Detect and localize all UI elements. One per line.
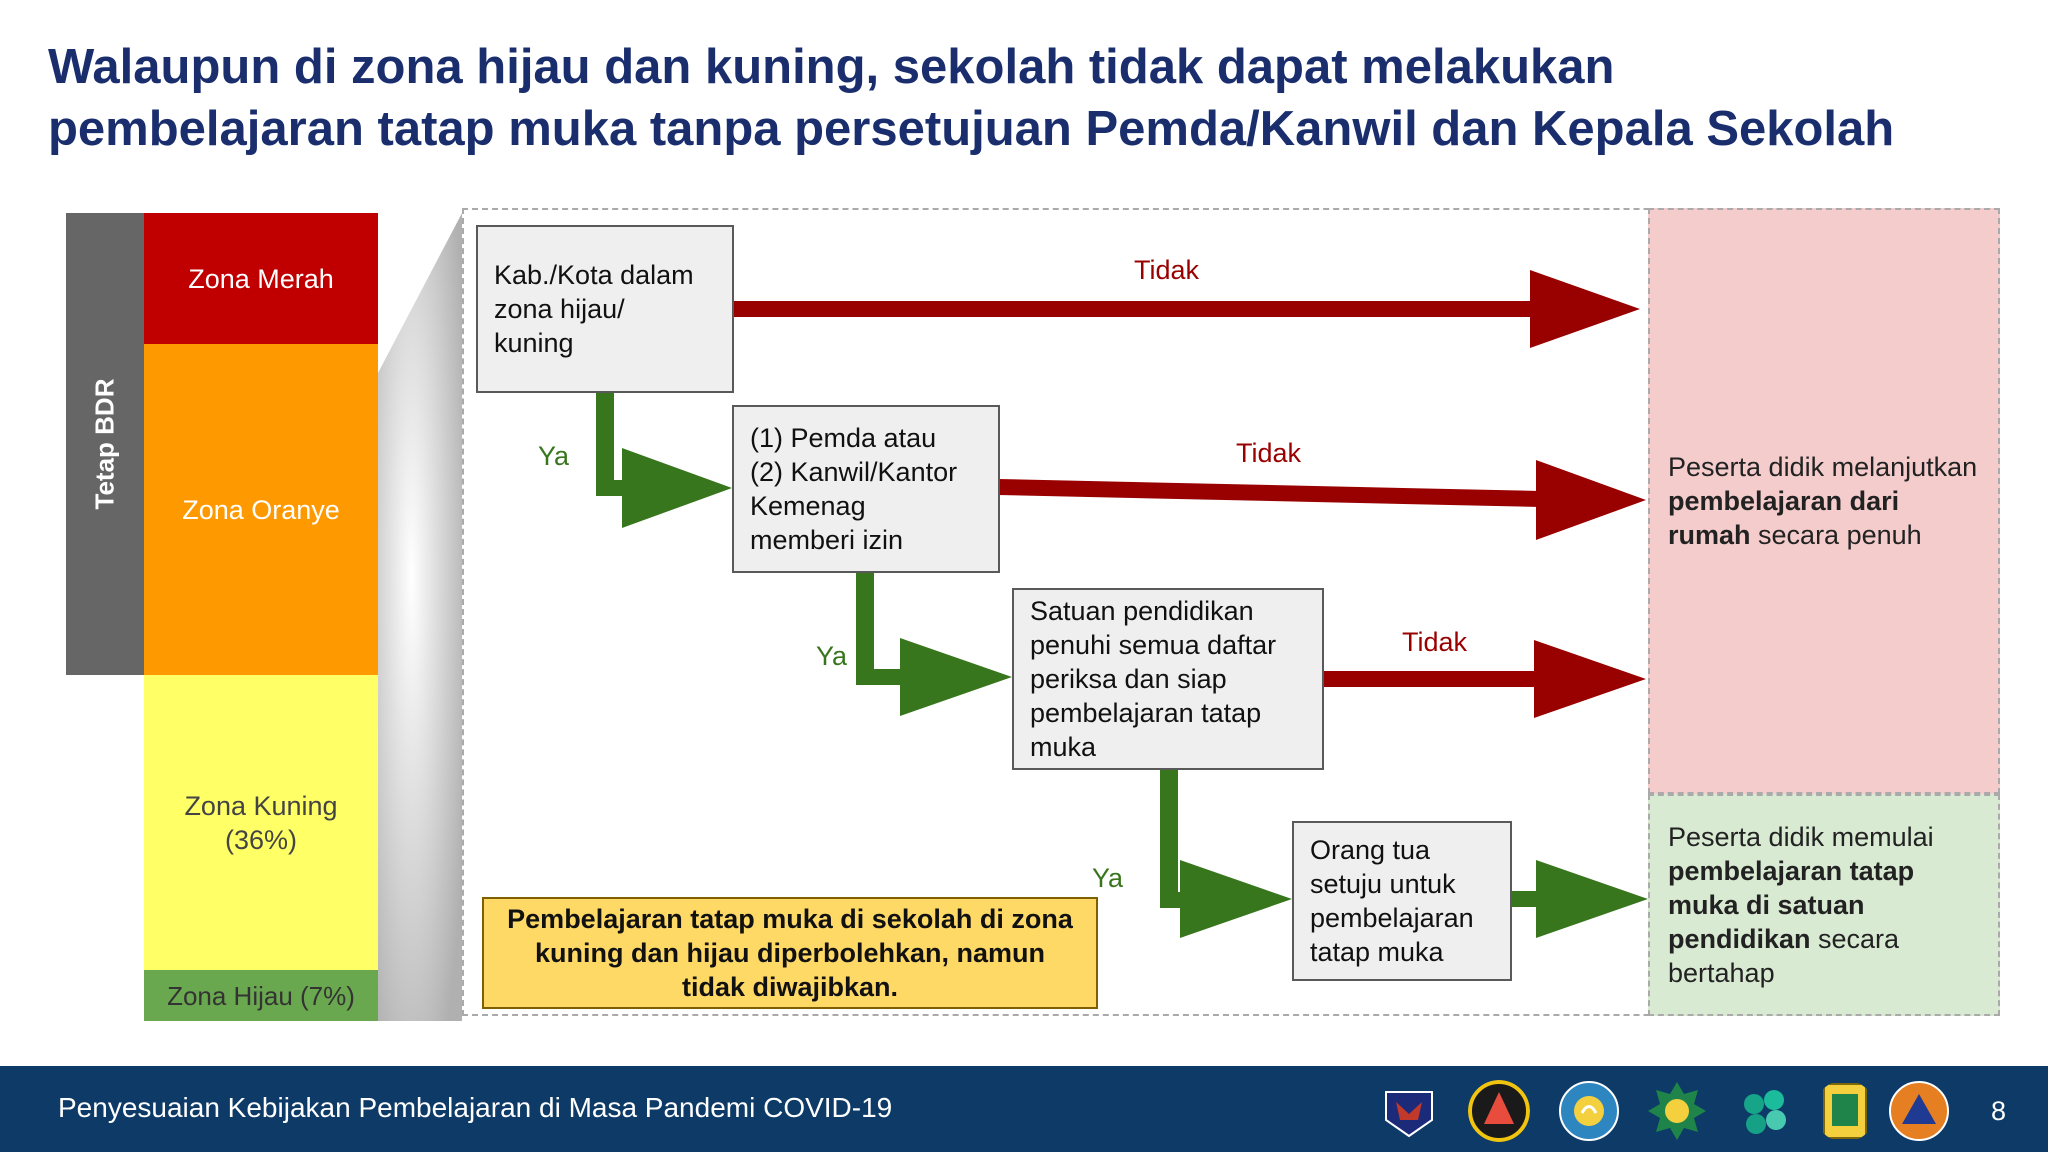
zona-kuning-percent: (36%) — [224, 824, 298, 855]
yes-arrow-2-head — [900, 638, 1012, 716]
result-school-post: secara bertahap — [1668, 924, 1900, 988]
step-satuan-pendidikan — [1012, 588, 1324, 770]
step3-line: penuhi semua daftar — [1030, 630, 1277, 660]
step2-line: (2) Kanwil/Kantor — [750, 457, 958, 487]
bnpb-logo-icon — [1468, 1080, 1530, 1142]
no-label-2: Tidak — [1236, 438, 1302, 468]
step-pemda-izin — [732, 405, 1000, 573]
zona-merah-label: Zona Merah — [188, 263, 334, 294]
yes-label-1: Ya — [538, 441, 570, 471]
yes-arrow-4-shaft — [1510, 891, 1540, 907]
no-arrow-1-head — [1530, 270, 1640, 348]
no-arrow-3-head — [1534, 640, 1646, 718]
yes-arrow-4-head — [1536, 860, 1648, 938]
kemendagri-logo-icon — [1814, 1080, 1876, 1142]
step4-line: tatap muka — [1310, 937, 1444, 967]
footer-bar — [0, 1066, 2048, 1152]
step3-line: periksa dan siap — [1030, 664, 1227, 694]
yes-label-3: Ya — [1092, 863, 1124, 893]
yes-arrow-3-head — [1180, 860, 1292, 938]
kemenkes-logo-icon — [1734, 1080, 1796, 1142]
no-label-1: Tidak — [1134, 255, 1200, 285]
step1-line: zona hijau/ — [494, 294, 625, 324]
yes-arrow-1-head — [622, 448, 732, 528]
result-school-pre: Peserta didik memulai — [1668, 822, 1934, 852]
result-home-post: secara penuh — [1750, 520, 1922, 550]
garuda-logo-icon — [1378, 1080, 1440, 1142]
footer-text: Penyesuaian Kebijakan Pembelajaran di Masa Pandemi COVID-19 — [58, 1092, 893, 1123]
no-arrow-2-head — [1536, 460, 1646, 540]
no-arrow-1-shaft — [732, 301, 1534, 317]
no-arrow-3-shaft — [1324, 671, 1538, 687]
step3-line: muka — [1030, 732, 1097, 762]
bnpb-covid-logo-icon — [1888, 1080, 1950, 1142]
step4-line: Orang tua — [1310, 835, 1431, 865]
step2-line: Kemenag — [750, 491, 866, 521]
note-box: Pembelajaran tatap muka di sekolah di zona kuning dan hijau diperbolehkan, namun tidak diwajibkan. — [482, 897, 1098, 1009]
zona-hijau-label: Zona Hijau (7%) — [167, 980, 355, 1011]
step4-line: pembelajaran — [1310, 903, 1474, 933]
step3-line: Satuan pendidikan — [1030, 596, 1254, 626]
no-label-3: Tidak — [1402, 627, 1468, 657]
step-kabkota-zona — [476, 225, 734, 393]
page-number: 8 — [1990, 1096, 2006, 1126]
slide-title-line-1: Walaupun di zona hijau dan kuning, sekolah tidak dapat melakukan — [48, 40, 1615, 94]
no-arrow-2-shaft — [998, 479, 1540, 507]
step2-line: memberi izin — [750, 525, 904, 555]
slide-title-line-2: pembelajaran tatap muka tanpa persetujuan Pemda/Kanwil dan Kepala Sekolah — [48, 102, 1895, 156]
zona-oranye-label: Zona Oranye — [182, 494, 340, 525]
tut-wuri-handayani-logo-icon — [1558, 1080, 1620, 1142]
zona-kuning-label: Zona Kuning — [184, 790, 338, 821]
step-orang-tua — [1292, 821, 1512, 981]
step4-line: setuju untuk — [1310, 869, 1456, 899]
result-home-bold: pembelajaran dari rumah — [1668, 486, 1900, 550]
step3-line: pembelajaran tatap — [1030, 698, 1262, 728]
yes-label-2: Ya — [816, 641, 848, 671]
step2-line: (1) Pemda atau — [750, 423, 937, 453]
kemenag-logo-icon — [1646, 1080, 1708, 1142]
step1-line: kuning — [494, 328, 574, 358]
tetap-bdr-label: Tetap BDR — [89, 378, 120, 510]
result-home-pre: Peserta didik melanjutkan — [1668, 452, 1978, 482]
result-school-bold: pembelajaran tatap muka di satuan pendidikan — [1668, 856, 1915, 954]
step1-line: Kab./Kota dalam — [494, 260, 694, 290]
